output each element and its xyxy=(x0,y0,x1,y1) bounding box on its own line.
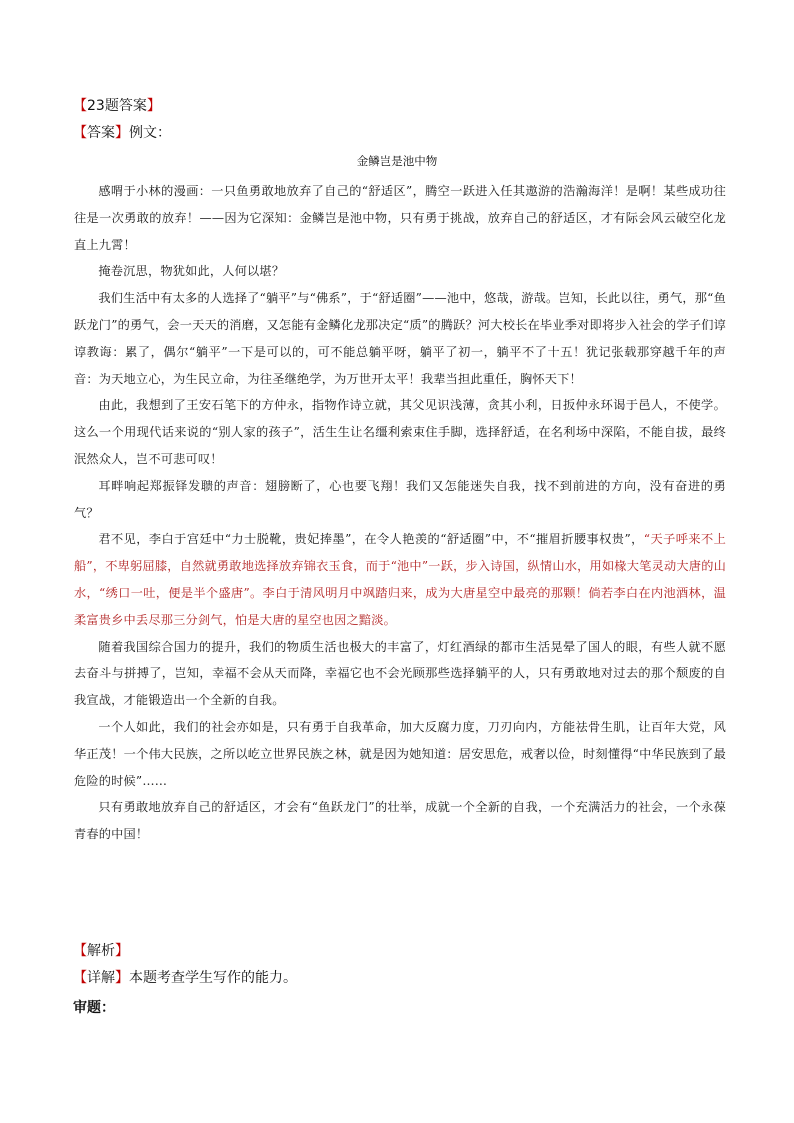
paragraph-text: 君不见，李白于宫廷中“力士脱靴，贵妃捧墨”，在令人艳羡的“舒适圈”中，不“摧眉折腰事权贵”， xyxy=(98,532,644,547)
paragraph-text: 耳畔响起郑振铎发聩的声音：翅膀断了，心也要飞翔！我们又怎能迷失自我，找不到前进的方向，没有奋进的勇气？ xyxy=(74,478,726,520)
bracket-close: 】 xyxy=(115,970,129,986)
paragraph-text: 感喟于小林的漫画：一只鱼勇敢地放弃了自己的“舒适区”，腾空一跃进入任其遨游的浩瀚海洋！是啊！某些成功往往是一次勇敢的放弃！——因为它深知：金鳞岂是池中物，只有勇于挑战，放弃自己的舒适区，才有际会风云破空化龙直上九霄！ xyxy=(74,184,726,252)
detail-text: 本题考查学生写作的能力。 xyxy=(129,970,297,986)
paragraph-text: 一个人如此，我们的社会亦如是，只有勇于自我革命，加大反腐力度，刀刃向内，方能祛骨生肌，让百年大党，风华正茂！一个伟大民族，之所以屹立世界民族之林，就是因为她知道：居安思危，戒奢以俭，时刻懂得“中华民族到了最危险的时候”…… xyxy=(74,719,726,788)
essay-paragraph xyxy=(74,473,726,527)
bracket-open: 【 xyxy=(73,970,87,986)
bracket-open: 【 xyxy=(73,98,87,114)
essay-paragraph xyxy=(74,634,726,714)
paragraph-text: 随着我国综合国力的提升，我们的物质生活也极大的丰富了，灯红酒绿的都市生活晃晕了国人的眼，有些人就不愿去奋斗与拼搏了，岂知，幸福不会从天而降，幸福它也不会光顾那些选择躺平的人，只有勇敢地对过去的那个颓废的自我宣战，才能锻造出一个全新的自我。 xyxy=(74,639,726,708)
analysis-label: 解析 xyxy=(87,943,115,959)
bracket-open: 【 xyxy=(73,125,87,141)
example-label: 例文： xyxy=(129,125,171,141)
bracket-close: 】 xyxy=(146,98,161,114)
bracket-open: 【 xyxy=(73,943,87,959)
essay-body xyxy=(74,178,726,848)
essay-paragraph xyxy=(74,285,726,392)
shenti-label: 审题： xyxy=(73,1000,115,1016)
detail-label: 详解 xyxy=(87,970,115,986)
paragraph-text: 由此，我想到了王安石笔下的方仲永，指物作诗立就，其父见识浅薄，贪其小利，日扳仲永环谒于邑人，不使学。这么一个用现代话来说的“别人家的孩子”，活生生让名缰利索束住手脚，选择舒适，在名利场中深陷，不能自拔，最终泯然众人，岂不可悲可叹！ xyxy=(74,398,726,466)
bracket-close: 】 xyxy=(115,943,129,959)
answer-heading xyxy=(73,124,171,142)
highlighted-text: “天子呼来不上船”，不卑躬屈膝，自然就勇敢地选择放弃锦衣玉食，而于“池中”一跃，步入诗国，纵情山水，用如椽大笔灵动大唐的山水，“绣口一吐，便是半个盛唐”。李白于清风明月中飒踏归来，成为大唐星空中最亮的那颗！倘若李白在内池酒林，温柔富贵乡中丢尽那三分剑气，怕是大唐的星空也因之黯淡。 xyxy=(74,532,726,627)
essay-paragraph xyxy=(74,392,726,472)
bracket-close: 】 xyxy=(115,125,129,141)
essay-title: 金鳞岂是池中物 xyxy=(356,154,438,168)
essay-paragraph xyxy=(74,258,726,285)
paragraph-text: 掩卷沉思，物犹如此，人何以堪？ xyxy=(98,264,285,279)
essay-paragraph xyxy=(74,794,726,848)
essay-paragraph xyxy=(74,178,726,258)
detail-line xyxy=(73,969,297,987)
paragraph-text: 我们生活中有太多的人选择了“躺平”与“佛系”，于“舒适圈”——池中，悠哉，游哉。岂知，长此以往，勇气，那“鱼跃龙门”的勇气，会一天天的消磨，又怎能有金鳞化龙那决定“质”的腾跃？河大校长在毕业季对即将步入社会的学子们谆谆教诲：累了，偶尔“躺平”一下是可以的，可不能总躺平呀，躺平了初一，躺平不了十五！犹记张载那穿越千年的声音：为天地立心，为生民立命，为往圣继绝学，为万世开太平！我辈当担此重任，胸怀天下！ xyxy=(74,291,726,386)
answer-section-heading xyxy=(73,97,161,115)
essay-paragraph xyxy=(74,714,726,794)
paragraph-text: 只有勇敢地放弃自己的舒适区，才会有“鱼跃龙门”的壮举，成就一个全新的自我，一个充满活力的社会，一个永葆青春的中国！ xyxy=(74,800,726,842)
essay-paragraph xyxy=(74,526,726,633)
answer-label: 答案 xyxy=(87,125,115,141)
analysis-heading xyxy=(73,942,129,960)
answer-section-label: 23题答案 xyxy=(87,98,147,114)
